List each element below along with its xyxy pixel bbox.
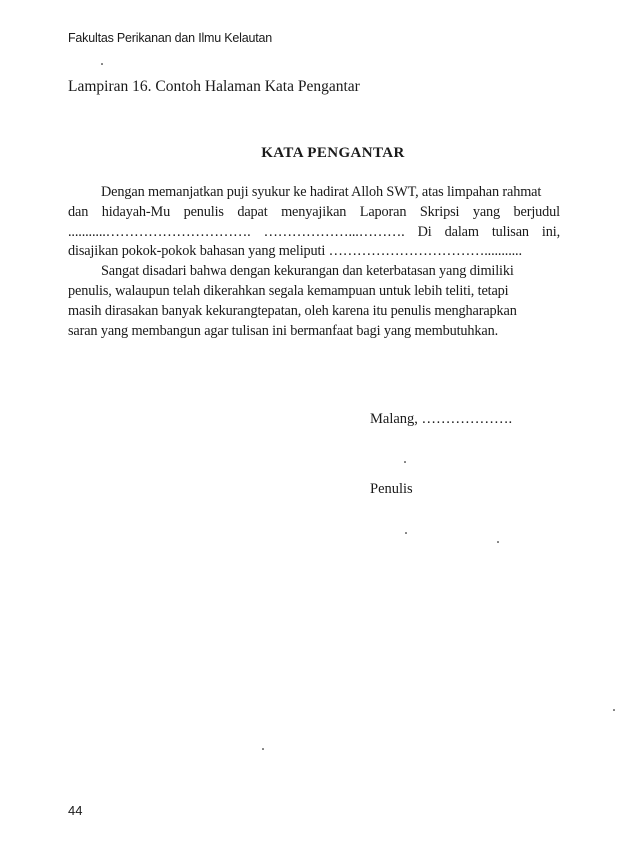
place-date-line: Malang, ………………. — [370, 411, 513, 427]
page-title: KATA PENGANTAR — [261, 145, 405, 161]
paragraph-2-line-2: penulis, walaupun telah dikerahkan segala kemampuan untuk lebih teliti, tetapi — [68, 282, 509, 299]
scan-speck — [405, 532, 407, 534]
scan-speck — [101, 63, 103, 65]
paragraph-1-line-3: ...........…………………………. ………………...………. Di dalam tulisan ini, — [68, 223, 560, 240]
running-header: Fakultas Perikanan dan Ilmu Kelautan — [68, 31, 273, 45]
paragraph-2-line-3: masih dirasakan banyak kekurangtepatan, oleh karena itu penulis mengharapkan — [68, 302, 517, 319]
author-label: Penulis — [370, 481, 413, 497]
scan-speck — [404, 461, 406, 463]
paragraph-1-line-4: disajikan pokok-pokok bahasan yang meliputi ……………………………........... — [68, 243, 522, 260]
page-number: 44 — [68, 803, 83, 818]
scan-speck — [497, 541, 499, 543]
scan-speck — [613, 709, 615, 711]
paragraph-1-line-1: Dengan memanjatkan puji syukur ke hadirat Alloh SWT, atas limpahan rahmat — [101, 184, 542, 200]
paragraph-1-line-2: dan hidayah-Mu penulis dapat menyajikan Laporan Skripsi yang berjudul — [68, 203, 560, 220]
appendix-caption: Lampiran 16. Contoh Halaman Kata Pengantar — [68, 78, 360, 95]
body-text — [68, 183, 560, 341]
paragraph-2-line-4: saran yang membangun agar tulisan ini bermanfaat bagi yang membutuhkan. — [68, 322, 499, 339]
paragraph-2-line-1: Sangat disadari bahwa dengan kekurangan dan keterbatasan yang dimiliki — [101, 263, 514, 280]
scan-speck — [262, 748, 264, 750]
